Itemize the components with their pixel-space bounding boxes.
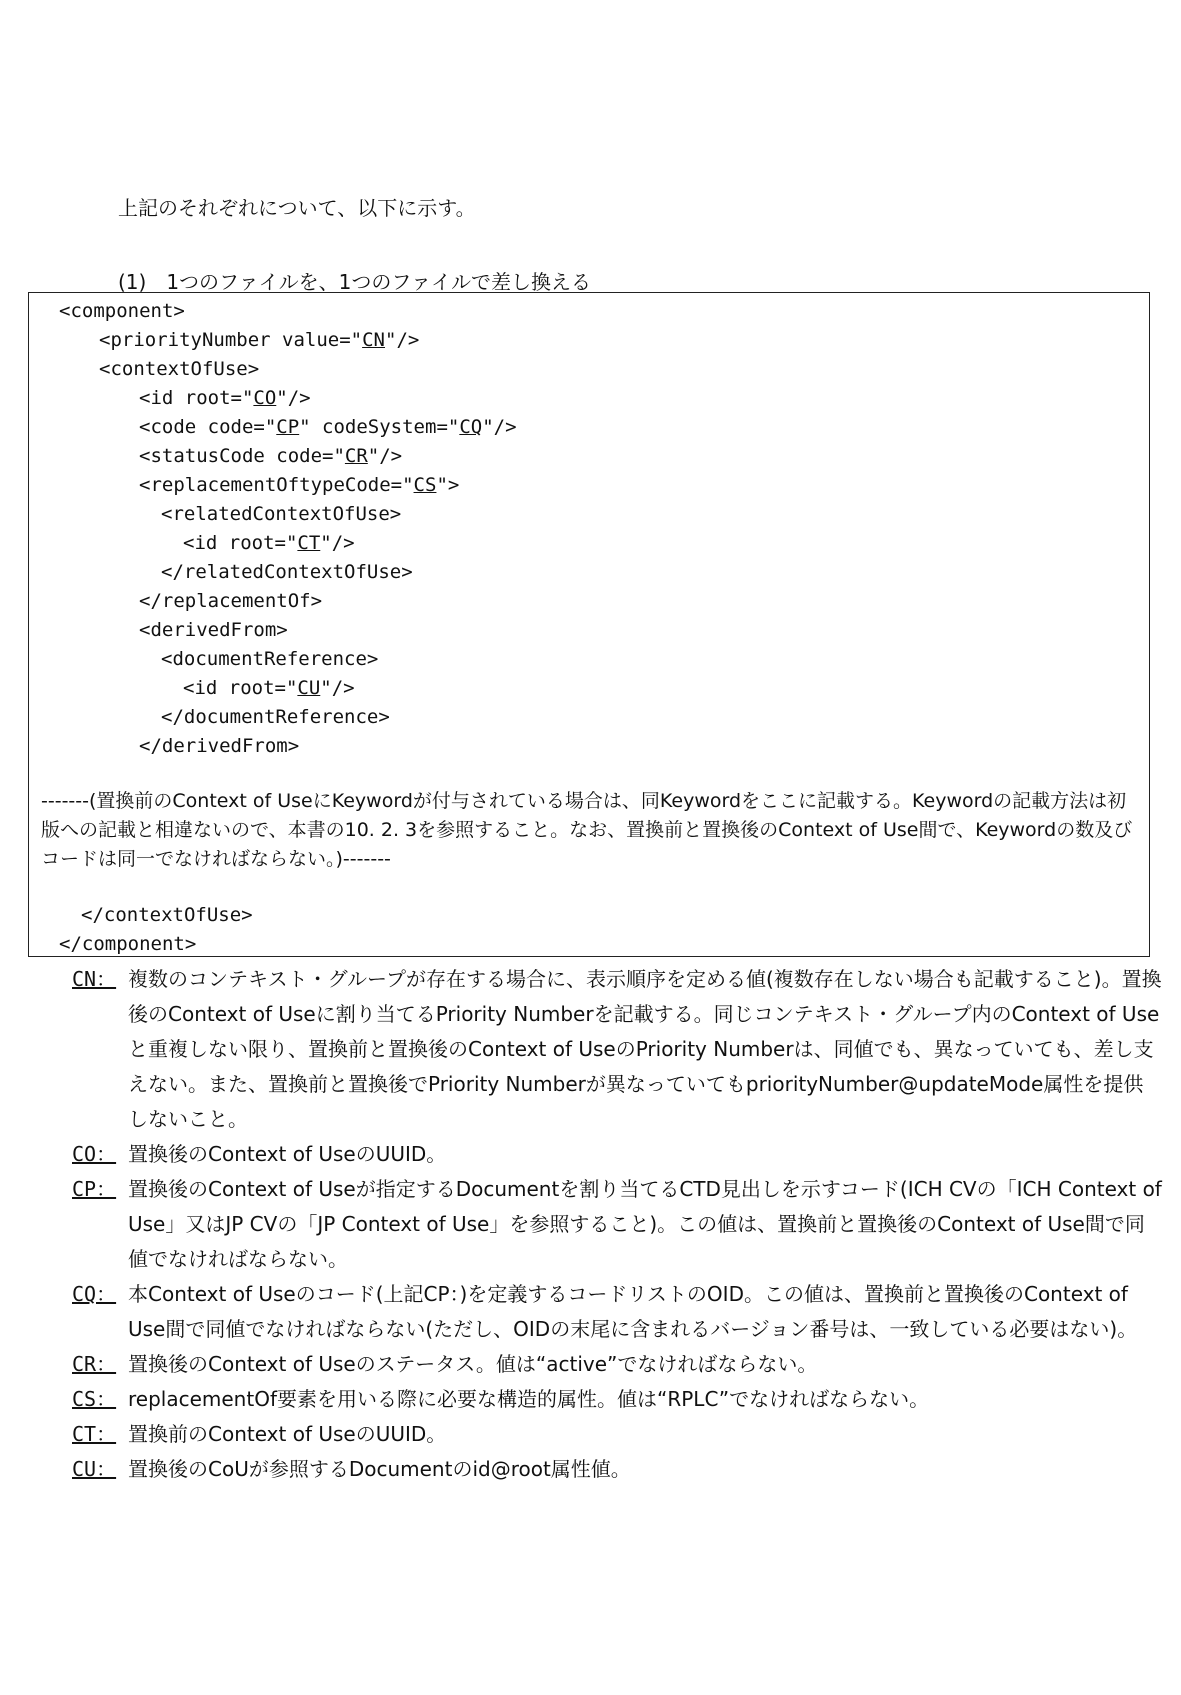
code-line: <id root="CU"/>: [183, 677, 355, 699]
definition-text: 置換後のCoUが参照するDocumentのid@root属性値。: [128, 1457, 631, 1481]
definition-text: 置換後のContext of UseのUUID。: [128, 1142, 447, 1166]
definition-term: CN：: [72, 967, 117, 991]
definition-text: 複数のコンテキスト・グループが存在する場合に、表示順序を定める値(複数存在しない場合も記載すること)。置換後のContext of Useに割り当てるPriority Numberを記載する。同じコンテキスト・グループ内のContext of Useと重複しない限り、置換前と置換後のContext of UseのPriority Numberは、同値でも、異なっていても、差し支えない。また、置換前と置換後でPriority Numberが異なっていてもpriorityNumber@updateMode属性を提供しないこと。: [128, 967, 1162, 1131]
definition-item: [72, 1382, 1162, 1417]
definition-item: [72, 1277, 1162, 1347]
code-line: </component>: [59, 933, 197, 955]
code-line: </derivedFrom>: [139, 735, 300, 757]
code-line: <derivedFrom>: [139, 619, 288, 641]
definition-item: [72, 1347, 1162, 1382]
definition-item: [72, 1452, 1162, 1487]
placeholder-cn: CN: [362, 329, 385, 351]
definition-item: [72, 1172, 1162, 1277]
code-line: <id root="CT"/>: [183, 532, 355, 554]
placeholder-cr: CR: [344, 445, 368, 467]
definition-text: 置換前のContext of UseのUUID。: [128, 1422, 447, 1446]
code-line: </contextOfUse>: [81, 904, 253, 926]
code-line: <id root="CO"/>: [139, 387, 311, 409]
definition-term: CP：: [72, 1177, 117, 1201]
definition-term: CR：: [72, 1352, 117, 1376]
placeholder-cu: CU: [297, 677, 321, 699]
placeholder-cq: CQ: [459, 416, 483, 438]
definition-term: CQ：: [72, 1282, 117, 1306]
code-line: <code code="CP" codeSystem="CQ"/>: [139, 416, 517, 438]
code-line: </documentReference>: [161, 706, 390, 728]
definition-item: [72, 1137, 1162, 1172]
placeholder-cs: CS: [413, 474, 437, 496]
definition-item: [72, 1417, 1162, 1452]
code-line: <priorityNumber value="CN"/>: [99, 329, 420, 351]
definition-list: [72, 962, 1162, 1487]
section-heading: (1) 1つのファイルを、1つのファイルで差し換える: [118, 270, 591, 294]
definition-term: CT：: [72, 1422, 117, 1446]
code-line: <documentReference>: [161, 648, 379, 670]
code-line: <statusCode code="CR"/>: [139, 445, 403, 467]
placeholder-ct: CT: [297, 532, 321, 554]
code-line: <contextOfUse>: [99, 358, 260, 380]
placeholder-cp: CP: [276, 416, 300, 438]
definition-text: 置換後のContext of Useが指定するDocumentを割り当てるCTD見出しを示すコード(ICH CVの「ICH Context of Use」又はJP CVの「JP Context of Use」を参照すること)。この値は、置換前と置換後のContext of Use間で同値でなければならない。: [128, 1177, 1162, 1271]
intro-text: 上記のそれぞれについて、以下に示す。: [118, 196, 476, 220]
keyword-note: -------(置換前のContext of UseにKeywordが付与されている場合は、同Keywordをここに記載する。Keywordの記載方法は初版への記載と相違ないので、本書の10. 2. 3を参照すること。なお、置換前と置換後のContext of Use間で、Keywordの数及びコードは同一でなければならない。)-------: [41, 790, 1133, 870]
definition-term: CU：: [72, 1457, 117, 1481]
code-line: <replacementOftypeCode="CS">: [139, 474, 460, 496]
definition-term: CO：: [72, 1142, 117, 1166]
code-line: <component>: [59, 300, 185, 322]
definition-text: 本Context of Useのコード(上記CP：)を定義するコードリストのOID。この値は、置換前と置換後のContext of Use間で同値でなければならない(ただし、OIDの末尾に含まれるバージョン番号は、一致している必要はない)。: [128, 1282, 1138, 1341]
definition-text: 置換後のContext of Useのステータス。値は“active”でなければならない。: [128, 1352, 818, 1376]
xml-code-box: [28, 292, 1150, 957]
definition-item: [72, 962, 1162, 1137]
code-line: </relatedContextOfUse>: [161, 561, 413, 583]
definition-text: replacementOf要素を用いる際に必要な構造的属性。値は“RPLC”でなければならない。: [128, 1387, 930, 1411]
code-line: <relatedContextOfUse>: [161, 503, 402, 525]
code-line: </replacementOf>: [139, 590, 323, 612]
placeholder-co: CO: [253, 387, 277, 409]
definition-term: CS：: [72, 1387, 117, 1411]
